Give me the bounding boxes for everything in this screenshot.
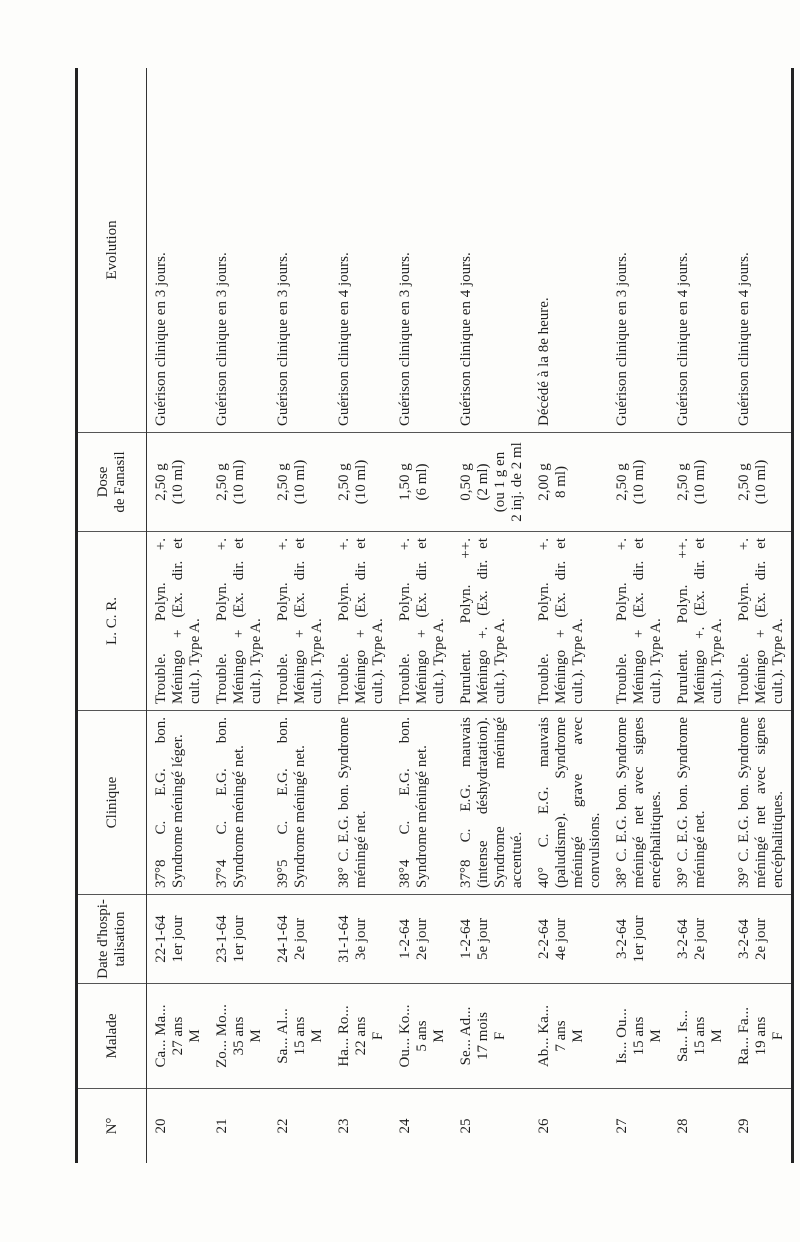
cell-evolution: [391, 68, 452, 433]
cell-malade: [391, 984, 452, 1089]
cell-malade: [330, 984, 391, 1089]
date-day: 1er jour: [170, 915, 186, 963]
date-day: 2e jour: [414, 917, 430, 961]
rotated-table-wrapper: [75, 68, 786, 1163]
date-day: 5e jour: [475, 917, 491, 961]
cell-no: 26: [536, 1118, 552, 1134]
cell-date: [530, 895, 608, 984]
malade-age: 7 ans: [553, 1020, 569, 1052]
cell-dose: [208, 433, 269, 532]
cell-malade: [608, 984, 669, 1089]
cell-date: [269, 895, 330, 984]
dose-ml: 8 ml): [553, 465, 569, 499]
table-row: [669, 68, 730, 1163]
dose-ml: (10 ml): [753, 459, 769, 505]
header-evolution: Evolution: [77, 68, 147, 433]
header-clinique: Clinique: [77, 711, 147, 895]
lcr-text: Trouble. Polyn. +. Méningo + (Ex. dir. et cult.). Type A.: [736, 538, 786, 704]
evolution-text: Guérison clinique en 4 jours.: [736, 252, 752, 426]
evolution-text: Guérison clinique en 4 jours.: [458, 252, 474, 426]
table-row: [608, 68, 669, 1163]
date-value: 1-2-64: [397, 919, 413, 959]
lcr-text: Purulent. Polyn. ++. Méningo +. (Ex. dir. et cult.). Type A.: [675, 538, 725, 704]
table-body: [147, 68, 793, 1163]
cell-clinique: [452, 711, 530, 895]
cell-clinique: [530, 711, 608, 895]
cell-date: [452, 895, 530, 984]
malade-sex: F: [770, 1031, 786, 1041]
malade-age: 19 ans: [753, 1016, 769, 1056]
dose-ml: (6 ml): [414, 463, 430, 501]
patient-table: [75, 68, 794, 1163]
table-row: [391, 68, 452, 1163]
table-header-row: [77, 68, 147, 1163]
cell-clinique: [730, 711, 793, 895]
lcr-text: Trouble. Polyn. +. Méningo + (Ex. dir. et cult.). Type A.: [614, 538, 664, 704]
cell-dose: [730, 433, 793, 532]
table-row: [452, 68, 530, 1163]
clinique-text: 37°8 C. E.G. mauvais (intense déshydratation). Syndrome méningé accentué.: [458, 717, 525, 888]
table-row: [269, 68, 330, 1163]
cell-no: 21: [214, 1118, 230, 1134]
clinique-text: 37°4 C. E.G. bon. Syndrome méningé net.: [214, 717, 247, 888]
cell-no: 22: [275, 1118, 291, 1134]
header-malade: Malade: [77, 984, 147, 1089]
malade-age: 27 ans: [170, 1016, 186, 1056]
date-value: 3-2-64: [736, 919, 752, 959]
cell-no: 20: [153, 1118, 169, 1134]
malade-age: 15 ans: [692, 1016, 708, 1056]
evolution-text: Guérison clinique en 4 jours.: [336, 252, 352, 426]
date-value: 1-2-64: [458, 919, 474, 959]
dose-grams: 2,50 g: [675, 463, 691, 501]
header-date-line1: Date d'hospi-: [95, 899, 111, 979]
dose-ml: (10 ml): [631, 459, 647, 505]
evolution-text: Guérison clinique en 3 jours.: [397, 252, 413, 426]
cell-evolution: [669, 68, 730, 433]
cell-clinique: [669, 711, 730, 895]
clinique-text: 38° C. E.G. bon. Syndrome méningé net.: [336, 717, 369, 888]
cell-dose: [669, 433, 730, 532]
dose-grams: 2,50 g: [736, 463, 752, 501]
cell-no: 29: [736, 1118, 752, 1134]
malade-age: 17 mois: [475, 1012, 491, 1060]
malade-sex: F: [492, 1031, 508, 1041]
cell-evolution: [608, 68, 669, 433]
dose-grams: 2,50 g: [214, 463, 230, 501]
table-row: [330, 68, 391, 1163]
header-date-line2: talisation: [112, 911, 128, 967]
clinique-text: 39° C. E.G. bon. Syndrome méningé net avec signes encéphalitiques.: [736, 717, 786, 888]
cell-date: [330, 895, 391, 984]
malade-name: Sa... Is...: [675, 1009, 691, 1063]
date-day: 2e jour: [292, 917, 308, 961]
cell-malade: [530, 984, 608, 1089]
dose-ml: (2 ml): [475, 463, 491, 501]
cell-lcr: [452, 532, 530, 711]
evolution-text: Guérison clinique en 3 jours.: [153, 252, 169, 426]
header-lcr: L. C. R.: [77, 532, 147, 711]
dose-grams: 2,50 g: [336, 463, 352, 501]
date-value: 3-2-64: [614, 919, 630, 959]
malade-name: Ou... Ko...: [397, 1004, 413, 1068]
cell-malade: [269, 984, 330, 1089]
cell-date: [147, 895, 209, 984]
header-dose: [77, 433, 147, 532]
cell-malade: [730, 984, 793, 1089]
cell-lcr: [730, 532, 793, 711]
cell-evolution: [269, 68, 330, 433]
cell-date: [208, 895, 269, 984]
date-day: 2e jour: [692, 917, 708, 961]
malade-sex: M: [431, 1029, 447, 1043]
malade-name: Is... Ou...: [614, 1008, 630, 1064]
cell-date: [391, 895, 452, 984]
malade-age: 5 ans: [414, 1020, 430, 1052]
date-day: 2e jour: [753, 917, 769, 961]
cell-no: 24: [397, 1118, 413, 1134]
evolution-text: Guérison clinique en 3 jours.: [614, 252, 630, 426]
cell-clinique: [147, 711, 209, 895]
cell-dose: [391, 433, 452, 532]
cell-no: 25: [458, 1118, 474, 1134]
malade-name: Ra... Fa...: [736, 1007, 752, 1065]
clinique-text: 37°8 C. E.G. bon. Syndrome méningé léger.: [153, 717, 186, 888]
header-dose-line1: Dose: [95, 466, 111, 498]
malade-name: Zo... Mo...: [214, 1004, 230, 1068]
malade-sex: M: [570, 1029, 586, 1043]
cell-clinique: [608, 711, 669, 895]
date-day: 4e jour: [553, 917, 569, 961]
malade-name: Ha... Ro...: [336, 1005, 352, 1067]
lcr-text: Trouble. Polyn. +. Méningo + (Ex. dir. et cult.). Type A.: [214, 538, 264, 704]
cell-no: 23: [336, 1118, 352, 1134]
cell-lcr: [208, 532, 269, 711]
cell-lcr: [391, 532, 452, 711]
malade-age: 15 ans: [631, 1016, 647, 1056]
cell-clinique: [208, 711, 269, 895]
cell-no: 27: [614, 1118, 630, 1134]
malade-age: 15 ans: [292, 1016, 308, 1056]
malade-sex: F: [370, 1031, 386, 1041]
cell-dose: [147, 433, 209, 532]
cell-date: [669, 895, 730, 984]
table-row: [208, 68, 269, 1163]
cell-date: [608, 895, 669, 984]
cell-evolution: [730, 68, 793, 433]
cell-malade: [208, 984, 269, 1089]
dose-grams: 2,50 g: [614, 463, 630, 501]
malade-sex: M: [709, 1029, 725, 1043]
evolution-text: Guérison clinique en 3 jours.: [214, 252, 230, 426]
lcr-text: Trouble. Polyn. +. Méningo + (Ex. dir. et cult.). Type A.: [536, 538, 586, 704]
dose-ml: (10 ml): [353, 459, 369, 505]
cell-malade: [147, 984, 209, 1089]
table-row: [530, 68, 608, 1163]
cell-malade: [452, 984, 530, 1089]
evolution-text: Décédé à la 8e heure.: [536, 297, 552, 426]
malade-sex: M: [648, 1029, 664, 1043]
evolution-text: Guérison clinique en 3 jours.: [275, 252, 291, 426]
cell-dose: [452, 433, 530, 532]
dose-ml: (10 ml): [231, 459, 247, 505]
cell-lcr: [669, 532, 730, 711]
cell-clinique: [391, 711, 452, 895]
lcr-text: Trouble. Polyn. +. Méningo + (Ex. dir. et cult.). Type A.: [397, 538, 447, 704]
header-dose-line2: de Fanasil: [112, 451, 128, 513]
cell-lcr: [608, 532, 669, 711]
clinique-text: 38°4 C. E.G. bon. Syndrome méningé net.: [397, 717, 430, 888]
header-no: N°: [77, 1089, 147, 1164]
table-row: [730, 68, 793, 1163]
malade-sex: M: [187, 1029, 203, 1043]
dose-grams: 2,50 g: [153, 463, 169, 501]
malade-sex: M: [248, 1029, 264, 1043]
cell-clinique: [330, 711, 391, 895]
dose-grams: 2,00 g: [536, 463, 552, 501]
cell-date: [730, 895, 793, 984]
date-day: 3e jour: [353, 917, 369, 961]
lcr-text: Trouble. Polyn. +. Méningo + (Ex. dir. et cult.). Type A.: [275, 538, 325, 704]
malade-name: Sa... Al...: [275, 1008, 291, 1064]
cell-dose: [269, 433, 330, 532]
lcr-text: Trouble. Polyn. +. Méningo + (Ex. dir. et cult.). Type A.: [153, 538, 203, 704]
dose-grams: 1,50 g: [397, 463, 413, 501]
date-value: 3-2-64: [675, 919, 691, 959]
date-day: 1er jour: [231, 915, 247, 963]
clinique-text: 39°5 C. E.G. bon. Syndrome méningé net.: [275, 717, 308, 888]
cell-malade: [669, 984, 730, 1089]
cell-dose: [330, 433, 391, 532]
cell-lcr: [147, 532, 209, 711]
cell-evolution: [330, 68, 391, 433]
dose-note-2: 2 inj. de 2 ml: [509, 442, 525, 522]
malade-age: 22 ans: [353, 1016, 369, 1056]
dose-ml: (10 ml): [692, 459, 708, 505]
cell-no: 28: [675, 1118, 691, 1134]
clinique-text: 38° C. E.G. bon. Syndrome méningé net avec signes encéphalitiques.: [614, 717, 664, 888]
malade-name: Ab... Ka...: [536, 1004, 552, 1068]
cell-evolution: [530, 68, 608, 433]
dose-note-1: (ou 1 g en: [492, 451, 508, 513]
dose-grams: 0,50 g: [458, 463, 474, 501]
cell-evolution: [147, 68, 209, 433]
lcr-text: Purulent. Polyn. ++. Méningo +. (Ex. dir. et cult.). Type A.: [458, 538, 508, 704]
malade-name: Se... Ad...: [458, 1006, 474, 1066]
date-value: 31-1-64: [336, 915, 352, 963]
cell-dose: [530, 433, 608, 532]
header-date: [77, 895, 147, 984]
clinique-text: 39° C. E.G. bon. Syndrome méningé net.: [675, 717, 708, 888]
dose-ml: (10 ml): [292, 459, 308, 505]
date-day: 1er jour: [631, 915, 647, 963]
cell-evolution: [452, 68, 530, 433]
lcr-text: Trouble. Polyn. +. Méningo + (Ex. dir. et cult.). Type A.: [336, 538, 386, 704]
date-value: 2-2-64: [536, 919, 552, 959]
cell-clinique: [269, 711, 330, 895]
dose-ml: (10 ml): [170, 459, 186, 505]
table-row: [147, 68, 209, 1163]
date-value: 23-1-64: [214, 915, 230, 963]
malade-age: 35 ans: [231, 1016, 247, 1056]
cell-lcr: [330, 532, 391, 711]
dose-grams: 2,50 g: [275, 463, 291, 501]
cell-lcr: [269, 532, 330, 711]
cell-dose: [608, 433, 669, 532]
date-value: 24-1-64: [275, 915, 291, 963]
malade-sex: M: [309, 1029, 325, 1043]
evolution-text: Guérison clinique en 4 jours.: [675, 252, 691, 426]
cell-lcr: [530, 532, 608, 711]
date-value: 22-1-64: [153, 915, 169, 963]
cell-evolution: [208, 68, 269, 433]
malade-name: Ca... Ma...: [153, 1004, 169, 1068]
clinique-text: 40° C. E.G. mauvais (paludisme). Syndrome méningé grave avec convulsions.: [536, 717, 603, 888]
